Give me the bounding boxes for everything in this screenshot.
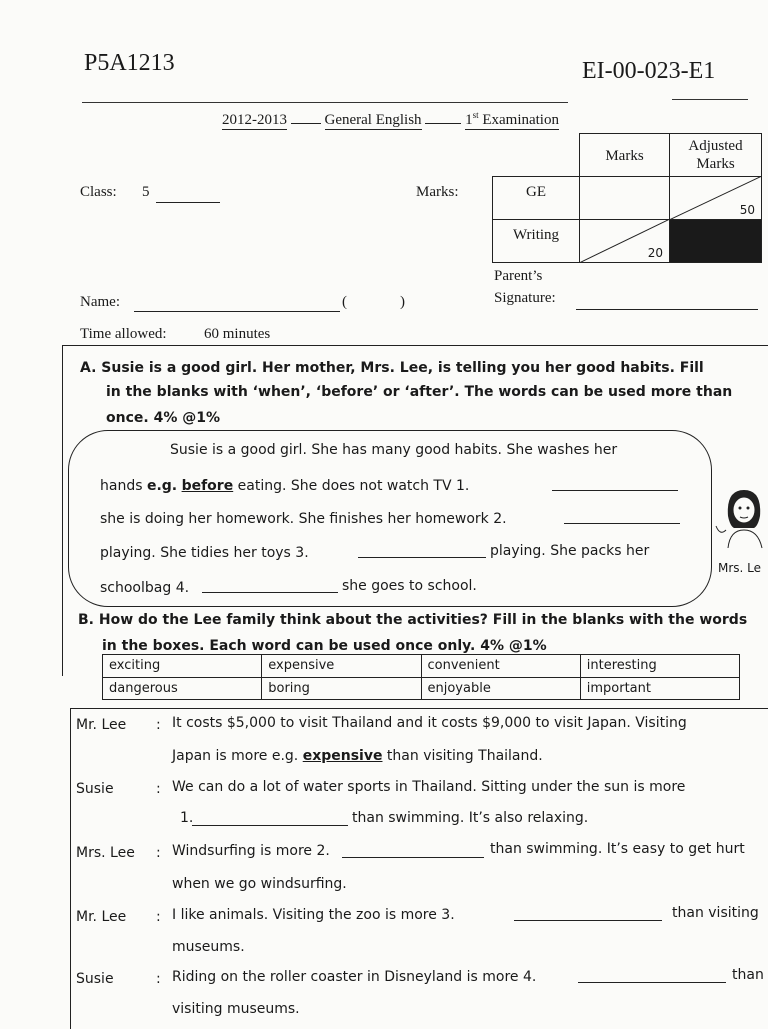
- class-blank[interactable]: [156, 202, 220, 203]
- ge-adjusted-cell[interactable]: [669, 176, 762, 220]
- adjusted-marks-header: [669, 133, 762, 177]
- colon: :: [156, 717, 161, 733]
- dialog-text: Japan is more: [172, 748, 272, 764]
- exam-label: Examination: [482, 112, 559, 128]
- blank-b1[interactable]: [192, 825, 348, 826]
- exam-header: [222, 110, 559, 130]
- story-eating: eating. She does not watch TV 1.: [233, 478, 470, 494]
- dialog-text: Riding on the roller coaster in Disneyland is more 4.: [172, 969, 537, 985]
- word-cell: exciting: [103, 655, 262, 678]
- section-a-instruction-2: in the blanks with ‘when’, ‘before’ or ‘after’. The words can be used more than: [106, 384, 733, 400]
- adjusted-line-1: Adjusted: [688, 138, 743, 154]
- writing-adjusted-shaded: [669, 219, 762, 263]
- blank-b3[interactable]: [514, 920, 662, 921]
- colon: :: [156, 971, 161, 987]
- parent-label-2: Signature:: [494, 290, 556, 306]
- dialog-text: I like animals. Visiting the zoo is more 3.: [172, 907, 455, 923]
- parent-signature-field[interactable]: [576, 309, 758, 310]
- exam-title: [465, 110, 559, 130]
- class-value: 5: [142, 184, 150, 200]
- header-gap: [291, 123, 321, 124]
- example-label: e.g.: [146, 478, 178, 494]
- writing-marks-cell[interactable]: [579, 219, 670, 263]
- word-row-1: [103, 655, 740, 678]
- speaker: Susie: [76, 971, 114, 987]
- speaker: Mr. Lee: [76, 909, 127, 925]
- time-allowed-value: 60 minutes: [204, 326, 271, 342]
- parent-label-1: Parent’s: [494, 268, 543, 284]
- blank-a2[interactable]: [564, 523, 680, 524]
- speaker: Mr. Lee: [76, 717, 127, 733]
- marks-table: [492, 133, 762, 263]
- word-cell: important: [580, 677, 739, 700]
- ge-row-label: GE: [492, 176, 580, 220]
- exam-number: 1: [465, 112, 473, 128]
- dialog-line: [172, 748, 543, 764]
- dialog-text: than swimming. It’s also relaxing.: [352, 810, 589, 826]
- time-allowed-label: Time allowed:: [80, 326, 167, 342]
- dialog-line: We can do a lot of water sports in Thailand. Sitting under the sun is more: [172, 779, 686, 795]
- dialog-line: visiting museums.: [172, 1001, 300, 1017]
- document-code: P5A1213: [84, 50, 175, 76]
- ge-marks-cell[interactable]: [579, 176, 670, 220]
- colon: :: [156, 781, 161, 797]
- marks-label: Marks:: [416, 184, 459, 200]
- section-b-instruction-2: in the boxes. Each word can be used once only. 4% @1%: [102, 638, 547, 654]
- dialog-line: museums.: [172, 939, 245, 955]
- dialog-line: It costs $5,000 to visit Thailand and it costs $9,000 to visit Japan. Visiting: [172, 715, 687, 731]
- story-line-4b: playing. She packs her: [490, 543, 650, 559]
- story-line-2: [100, 478, 469, 494]
- word-cell: dangerous: [103, 677, 262, 700]
- story-hands: hands: [100, 478, 147, 494]
- example-answer: expensive: [302, 748, 383, 764]
- story-line-3: she is doing her homework. She finishes her homework 2.: [100, 511, 507, 527]
- form-code: EI-00-023-E1: [582, 58, 716, 84]
- adjusted-line-2: Marks: [696, 156, 735, 172]
- story-line-1: Susie is a good girl. She has many good habits. She washes her: [170, 442, 618, 458]
- class-label: Class:: [80, 184, 117, 200]
- word-cell: interesting: [580, 655, 739, 678]
- paren-open: (: [342, 294, 347, 310]
- dialog-text: than visiting Thailand.: [382, 748, 543, 764]
- dialog-text: Windsurfing is more 2.: [172, 843, 330, 859]
- marks-column-header: Marks: [579, 133, 670, 177]
- example-answer: before: [181, 478, 234, 494]
- section-a-instruction-1: A. Susie is a good girl. Her mother, Mrs. Lee, is telling you her good habits. Fill: [80, 360, 704, 376]
- story-line-5b: she goes to school.: [342, 578, 477, 594]
- mrs-lee-illustration: [714, 486, 768, 566]
- dialog-text: than visiting: [672, 905, 759, 921]
- header-rule-right: [672, 99, 748, 100]
- section-b-instruction-1: B. How do the Lee family think about the activities? Fill in the blanks with the words: [78, 612, 748, 628]
- word-row-2: [103, 677, 740, 700]
- school-year: 2012-2013: [222, 112, 287, 128]
- blank-b4[interactable]: [578, 982, 726, 983]
- word-cell: enjoyable: [421, 677, 580, 700]
- blank-b2[interactable]: [342, 857, 484, 858]
- paren-close: ): [400, 294, 405, 310]
- speaker: Mrs. Lee: [76, 845, 135, 861]
- colon: :: [156, 909, 161, 925]
- name-label: Name:: [80, 294, 120, 310]
- speaker-label: Mrs. Le: [718, 561, 762, 575]
- subject: General English: [324, 112, 422, 128]
- exam-suffix: st: [472, 110, 479, 120]
- word-cell: expensive: [262, 655, 421, 678]
- header-gap-2: [425, 123, 461, 124]
- dialog-line: when we go windsurfing.: [172, 876, 347, 892]
- word-box-table: [102, 654, 740, 700]
- section-a-instruction-3: once. 4% @1%: [106, 410, 220, 426]
- writing-row-label: Writing: [492, 219, 580, 263]
- word-cell: convenient: [421, 655, 580, 678]
- dialog-text: 1.: [180, 810, 194, 826]
- dialog-text: than swimming. It’s easy to get hurt: [490, 841, 745, 857]
- dialog-text: than: [732, 967, 764, 983]
- story-line-5a: schoolbag 4.: [100, 580, 190, 596]
- header-rule: [82, 102, 568, 103]
- colon: :: [156, 845, 161, 861]
- speaker: Susie: [76, 781, 114, 797]
- story-line-4a: playing. She tidies her toys 3.: [100, 545, 309, 561]
- example-label: e.g.: [271, 748, 299, 764]
- name-field[interactable]: [134, 311, 340, 312]
- word-cell: boring: [262, 677, 421, 700]
- ge-total: 50: [739, 203, 755, 217]
- writing-total: 20: [647, 246, 663, 260]
- blank-a1[interactable]: [552, 490, 678, 491]
- blank-a3[interactable]: [358, 557, 486, 558]
- blank-a4[interactable]: [202, 592, 338, 593]
